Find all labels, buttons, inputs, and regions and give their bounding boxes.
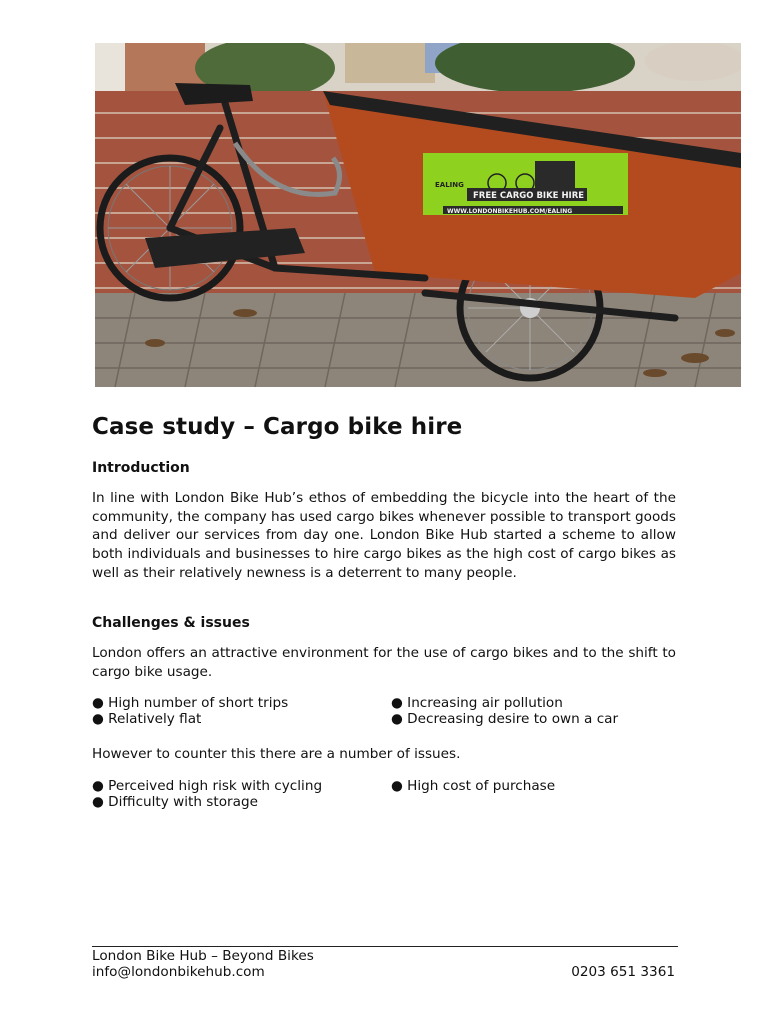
- page-title: Case study – Cargo bike hire: [92, 414, 463, 440]
- introduction-heading: Introduction: [92, 460, 190, 476]
- list-item: ● Decreasing desire to own a car: [391, 711, 619, 727]
- challenges-heading: Challenges & issues: [92, 615, 250, 631]
- sign-main-text: FREE CARGO BIKE HIRE: [473, 191, 585, 201]
- footer-phone[interactable]: 0203 651 3361: [571, 964, 675, 980]
- list-item: ● Relatively flat: [92, 711, 202, 727]
- list-item: ● High number of short trips: [92, 695, 289, 711]
- list-item: ● Difficulty with storage: [92, 794, 258, 810]
- footer-divider: [92, 946, 678, 947]
- sign-top-text: EALING: [435, 181, 464, 189]
- list-item: ● Increasing air pollution: [391, 695, 563, 711]
- introduction-paragraph: In line with London Bike Hub’s ethos of embedding the bicycle into the heart of the community, the company has used cargo bikes whenever possible to transport goods and deliver our services from day one. London Bike Hub started a scheme to allow both individuals and businesses to hire cargo bikes as the high cost of cargo bikes as well as their relatively newness is a deterrent to many people.: [92, 490, 676, 581]
- footer-email[interactable]: info@londonbikehub.com: [92, 964, 265, 980]
- list-item: ● Perceived high risk with cycling: [92, 778, 323, 794]
- challenges-paragraph: London offers an attractive environment for the use of cargo bikes and to the shift to cargo bike usage.: [92, 645, 676, 680]
- counter-paragraph: However to counter this there are a number of issues.: [92, 746, 461, 762]
- sign-url-text: WWW.LONDONBIKEHUB.COM/EALING: [447, 208, 573, 215]
- footer-org: London Bike Hub – Beyond Bikes: [92, 948, 314, 964]
- cargo-bike-photo: [95, 43, 741, 387]
- list-item: ● High cost of purchase: [391, 778, 556, 794]
